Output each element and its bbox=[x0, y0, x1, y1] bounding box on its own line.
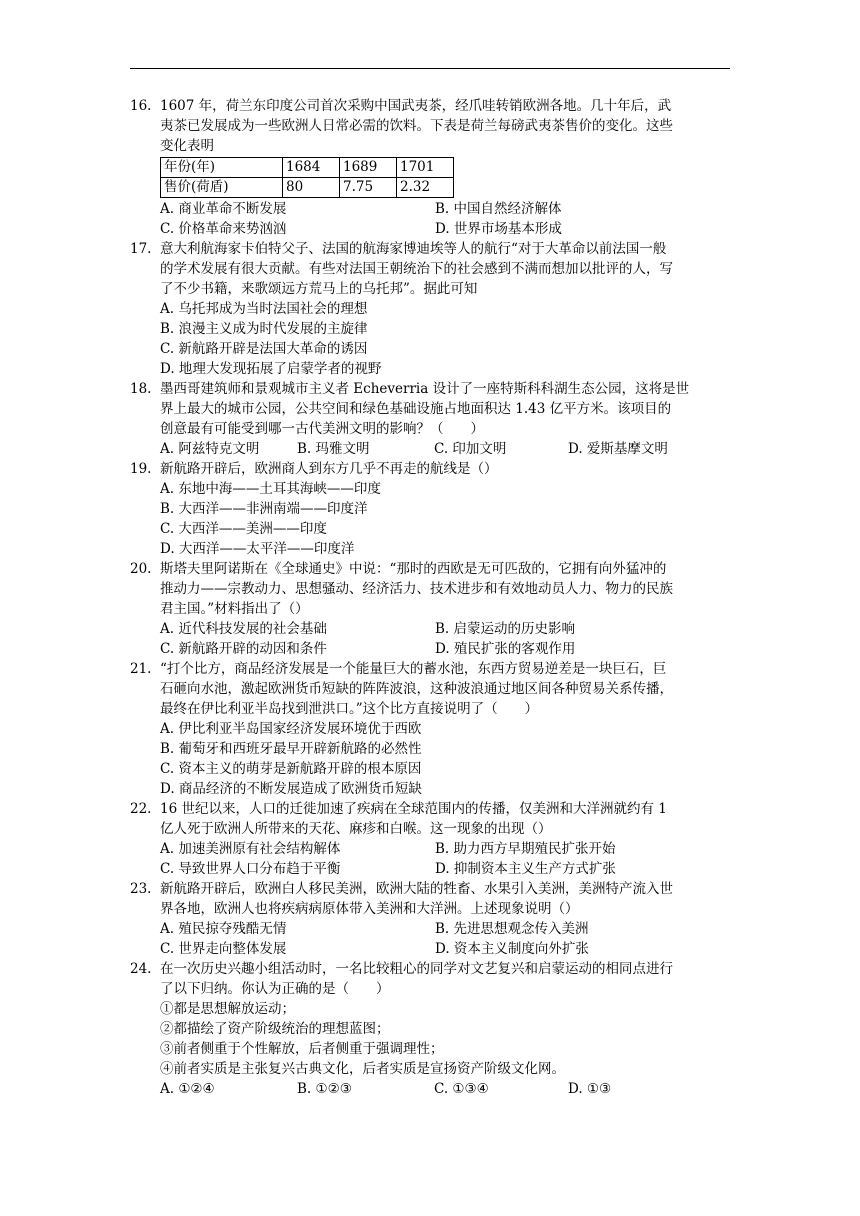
option-c: C. 价格革命来势汹汹 bbox=[160, 221, 287, 237]
table-cell: 售价(荷盾) bbox=[161, 178, 283, 198]
question-number: 23. bbox=[130, 881, 152, 897]
question-stem-line: 墨西哥建筑师和景观城市主义者 Echeverria 设计了一座特斯科科湖生态公园，这将是世 bbox=[160, 381, 690, 397]
question-number: 21. bbox=[130, 661, 152, 677]
option-row bbox=[160, 199, 730, 219]
option-a: A. 乌托邦成为当时法国社会的理想 bbox=[160, 301, 368, 317]
option-b: B. 玛雅文明 bbox=[297, 441, 370, 457]
table-cell: 1689 bbox=[340, 158, 397, 178]
option-c: C. 资本主义的萌芽是新航路开辟的根本原因 bbox=[160, 761, 422, 777]
question-stem-line: 亿人死于欧洲人所带来的天花、麻疹和白喉。这一现象的出现（） bbox=[160, 821, 552, 837]
question-number: 16. bbox=[130, 98, 152, 114]
statement-3: ③前者侧重于个性解放，后者侧重于强调理性； bbox=[160, 1041, 444, 1057]
option-d: D. 地理大发现拓展了启蒙学者的视野 bbox=[160, 361, 382, 377]
option-d: D. 资本主义制度向外扩张 bbox=[435, 941, 589, 957]
question-stem-line: 新航路开辟后，欧洲白人移民美洲，欧洲大陆的牲畜、水果引入美洲，美洲特产流入世 bbox=[160, 881, 673, 897]
option-c: C. ①③④ bbox=[434, 1081, 489, 1097]
question-19 bbox=[130, 459, 730, 559]
question-20 bbox=[130, 559, 730, 659]
option-d: D. 抑制资本主义生产方式扩张 bbox=[435, 861, 616, 877]
option-c: C. 印加文明 bbox=[434, 441, 507, 457]
question-stem-line: 夷茶已发展成为一些欧洲人日常必需的饮料。下表是荷兰每磅武夷茶售价的变化。这些 bbox=[160, 118, 673, 134]
question-number: 20. bbox=[130, 561, 152, 577]
question-list bbox=[130, 96, 730, 1099]
statement-1: ①都是思想解放运动； bbox=[160, 1001, 295, 1017]
option-b: B. 大西洋——非洲南端——印度洋 bbox=[160, 501, 368, 517]
option-a: A. 阿兹特克文明 bbox=[160, 441, 260, 457]
table-cell: 1701 bbox=[397, 158, 454, 178]
option-d: D. 商品经济的不断发展造成了欧洲货币短缺 bbox=[160, 781, 422, 797]
option-row bbox=[160, 619, 730, 639]
question-stem-line: 新航路开辟后，欧洲商人到东方几乎不再走的航线是（） bbox=[160, 461, 498, 477]
option-row bbox=[160, 1079, 730, 1099]
option-c: C. 新航路开辟是法国大革命的诱因 bbox=[160, 341, 368, 357]
header-rule bbox=[130, 68, 730, 69]
question-stem-line: 石砸向水池，激起欧洲货币短缺的阵阵波浪，这种波浪通过地区间各种贸易关系传播， bbox=[160, 681, 673, 697]
statement-4: ④前者实质是主张复兴古典文化，后者实质是宣扬资产阶级文化网。 bbox=[160, 1061, 565, 1077]
option-b: B. 启蒙运动的历史影响 bbox=[435, 621, 576, 637]
question-stem-line: 创意最有可能受到哪一古代美洲文明的影响？（ ） bbox=[160, 421, 484, 437]
table-cell: 1684 bbox=[283, 158, 340, 178]
question-stem-line: 君主国。”材料指出了（） bbox=[160, 601, 309, 617]
option-b: B. 先进思想观念传入美洲 bbox=[435, 921, 589, 937]
question-stem-line: 最终在伊比利亚半岛找到泄洪口。”这个比方直接说明了（ ） bbox=[160, 701, 539, 717]
question-stem-line: 界各地，欧洲人也将疾病病原体带入美洲和大洋洲。上述现象说明（） bbox=[160, 901, 579, 917]
question-stem-line: 推动力——宗教动力、思想骚动、经济活力、技术进步和有效地动员人力、物力的民族 bbox=[160, 581, 673, 597]
question-stem-line: 变化表明 bbox=[160, 138, 214, 154]
question-stem-line: 了以下归纳。你认为正确的是（ ） bbox=[160, 981, 390, 997]
option-c: C. 新航路开辟的动因和条件 bbox=[160, 641, 327, 657]
question-stem-line: 意大利航海家卡伯特父子、法国的航海家博迪埃等人的航行“对于大革命以前法国一般 bbox=[160, 241, 667, 257]
table-cell: 7.75 bbox=[340, 178, 397, 198]
question-stem-line: 16 世纪以来，人口的迁徙加速了疾病在全球范围内的传播，仅美洲和大洋洲就约有 1 bbox=[160, 801, 667, 817]
option-c: C. 大西洋——美洲——印度 bbox=[160, 521, 327, 537]
option-d: D. 爱斯基摩文明 bbox=[568, 441, 668, 457]
option-a: A. 近代科技发展的社会基础 bbox=[160, 621, 327, 637]
option-b: B. 浪漫主义成为时代发展的主旋律 bbox=[160, 321, 368, 337]
question-stem-line: 在一次历史兴趣小组活动时，一名比较粗心的同学对文艺复兴和启蒙运动的相同点进行 bbox=[160, 961, 673, 977]
option-a: A. ①②④ bbox=[160, 1081, 215, 1097]
table-row bbox=[161, 158, 454, 178]
option-a: A. 东地中海——土耳其海峡——印度 bbox=[160, 481, 381, 497]
option-b: B. 助力西方早期殖民扩张开始 bbox=[435, 841, 616, 857]
table-row bbox=[161, 178, 454, 198]
option-b: B. ①②③ bbox=[297, 1081, 352, 1097]
question-21 bbox=[130, 659, 730, 799]
option-row bbox=[160, 639, 730, 659]
question-17 bbox=[130, 239, 730, 379]
question-22 bbox=[130, 799, 730, 879]
option-b: B. 葡萄牙和西班牙最早开辟新航路的必然性 bbox=[160, 741, 422, 757]
option-d: D. 大西洋——太平洋——印度洋 bbox=[160, 541, 355, 557]
question-number: 17. bbox=[130, 241, 152, 257]
question-stem-line: 1607 年，荷兰东印度公司首次采购中国武夷茶，经爪哇转销欧洲各地。几十年后，武 bbox=[160, 98, 672, 114]
question-23 bbox=[130, 879, 730, 959]
question-24 bbox=[130, 959, 730, 1099]
option-d: D. 世界市场基本形成 bbox=[435, 221, 562, 237]
question-number: 19. bbox=[130, 461, 152, 477]
question-number: 18. bbox=[130, 381, 152, 397]
price-table bbox=[160, 157, 454, 198]
question-16 bbox=[130, 96, 730, 239]
question-number: 24. bbox=[130, 961, 152, 977]
question-stem-line: 的学术发展有很大贡献。有些对法国王朝统治下的社会感到不满而想加以批评的人，写 bbox=[160, 261, 673, 277]
option-c: C. 导致世界人口分布趋于平衡 bbox=[160, 861, 341, 877]
table-cell: 2.32 bbox=[397, 178, 454, 198]
question-stem-line: 了不少书籍，来歌颂远方荒马上的乌托邦”。据此可知 bbox=[160, 281, 478, 297]
question-stem-line: 斯塔夫里阿诺斯在《全球通史》中说：“那时的西欧是无可匹敌的，它拥有向外猛冲的 bbox=[160, 561, 667, 577]
table-cell: 年份(年) bbox=[161, 158, 283, 178]
option-row bbox=[160, 859, 730, 879]
option-row bbox=[160, 939, 730, 959]
option-a: A. 伊比利亚半岛国家经济发展环境优于西欧 bbox=[160, 721, 422, 737]
option-row bbox=[160, 439, 730, 459]
option-a: A. 殖民掠夺残酷无情 bbox=[160, 921, 287, 937]
option-row bbox=[160, 219, 730, 239]
option-b: B. 中国自然经济解体 bbox=[435, 201, 562, 217]
question-stem-line: “打个比方，商品经济发展是一个能量巨大的蓄水池，东西方贸易逆差是一块巨石，巨 bbox=[160, 661, 667, 677]
option-a: A. 商业革命不断发展 bbox=[160, 201, 287, 217]
option-c: C. 世界走向整体发展 bbox=[160, 941, 287, 957]
question-number: 22. bbox=[130, 801, 152, 817]
option-d: D. 殖民扩张的客观作用 bbox=[435, 641, 576, 657]
option-d: D. ①③ bbox=[568, 1081, 612, 1097]
question-18 bbox=[130, 379, 730, 459]
option-a: A. 加速美洲原有社会结构解体 bbox=[160, 841, 341, 857]
table-cell: 80 bbox=[283, 178, 340, 198]
question-stem-line: 界上最大的城市公园，公共空间和绿色基础设施占地面积达 1.43 亿平方米。该项目的 bbox=[160, 401, 672, 417]
option-row bbox=[160, 839, 730, 859]
statement-2: ②都描绘了资产阶级统治的理想蓝图； bbox=[160, 1021, 390, 1037]
option-row bbox=[160, 919, 730, 939]
